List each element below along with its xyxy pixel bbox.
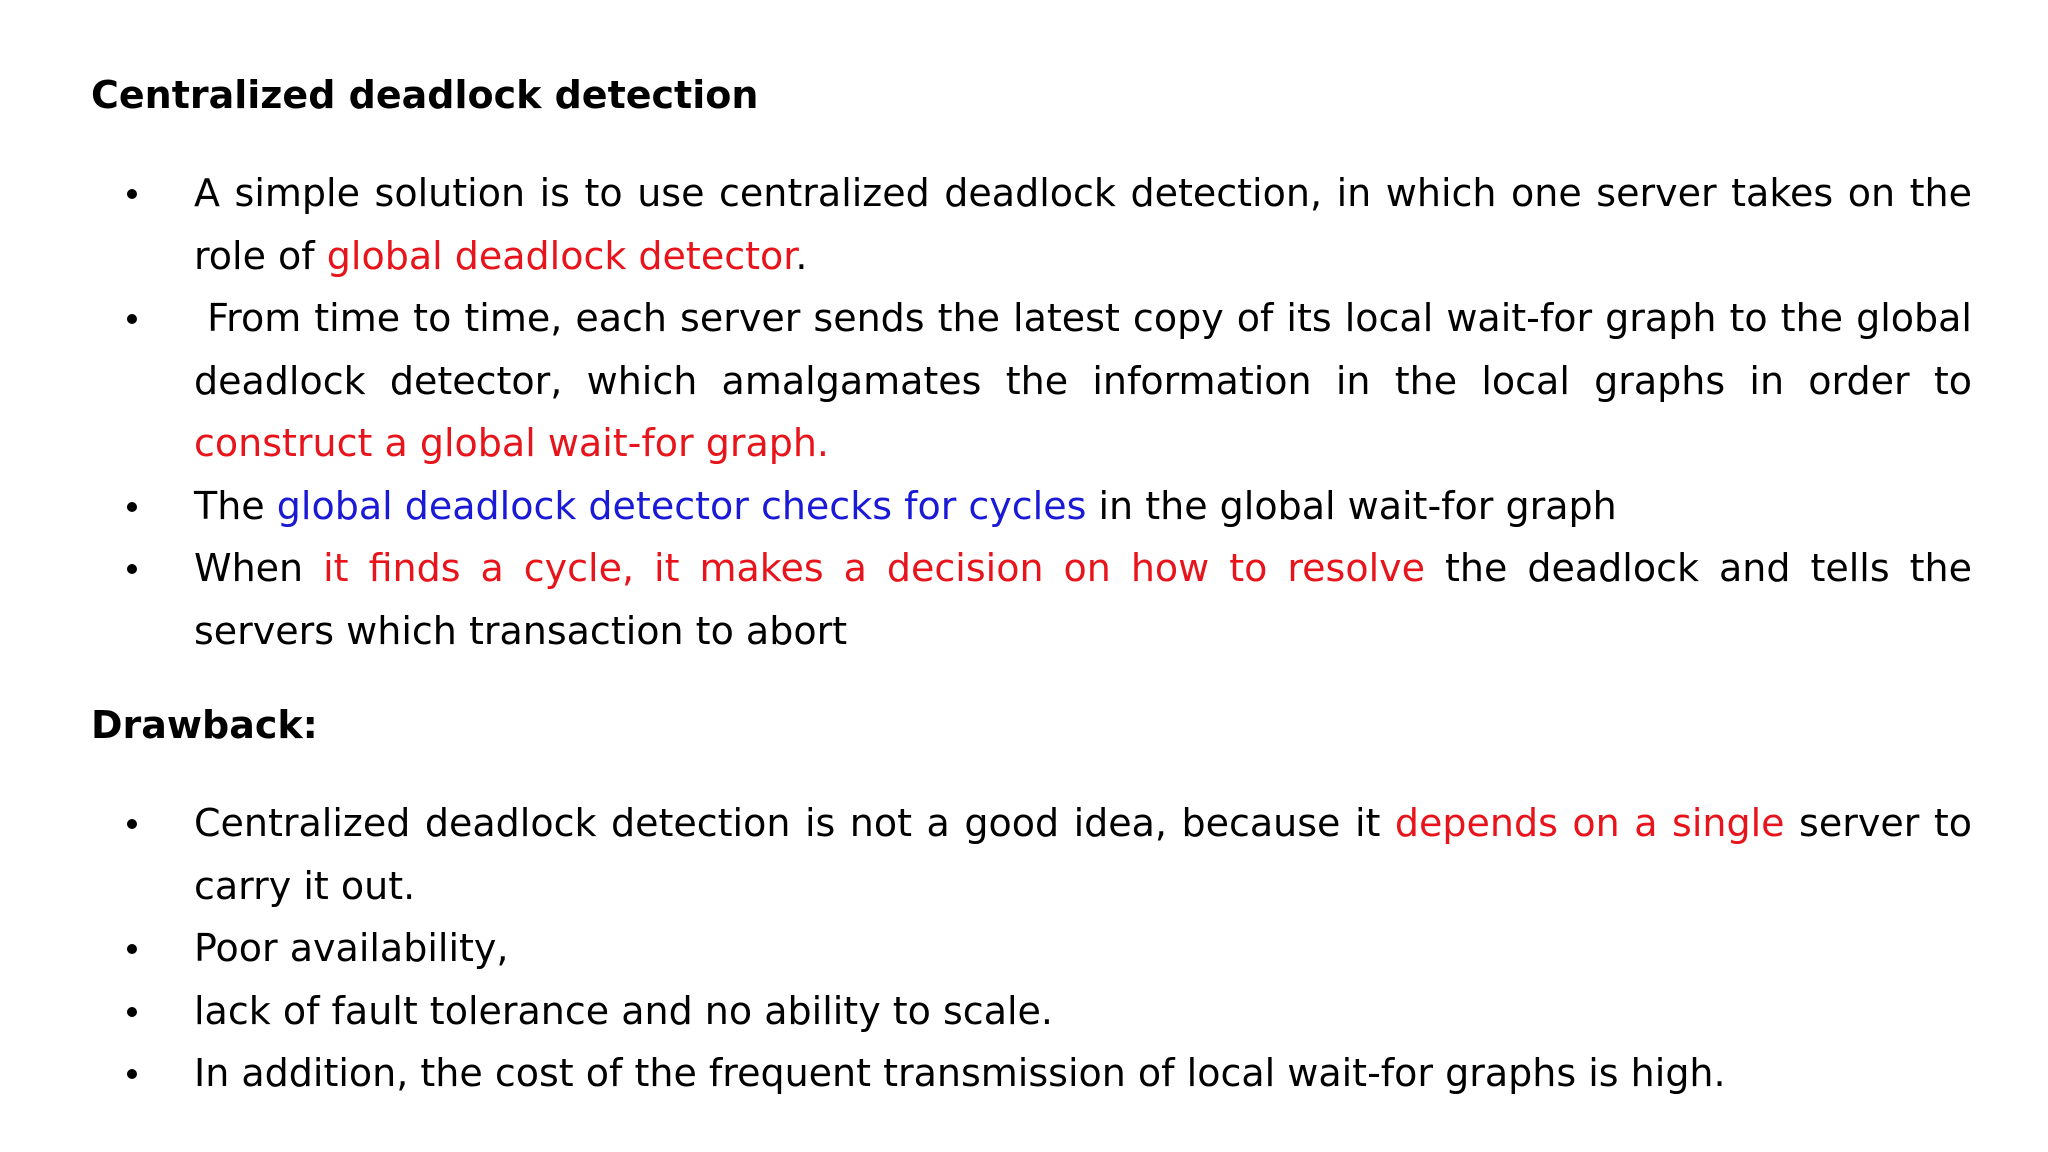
item-text: lack of fault tolerance and no ability to scale.	[194, 988, 1053, 1033]
section-heading-drawback: Drawback:	[91, 703, 318, 747]
list-item	[0, 475, 2048, 538]
highlight-blue: global deadlock detector checks for cycles	[276, 483, 1087, 528]
item-text: A simple solution is to use centralized deadlock detection, in which one server takes on the role of	[194, 171, 1972, 278]
list-item	[0, 287, 2048, 475]
item-text: The	[194, 483, 277, 528]
bullet-dot-icon	[127, 189, 137, 199]
bullet-dot-icon	[127, 1069, 137, 1079]
item-text: Centralized deadlock detection is not a good idea, because it	[194, 801, 1395, 845]
item-text: From time to time, each server sends the latest copy of its local wait-for graph to the global deadlock detector, which amalgamates the information in the local graphs in order to	[194, 296, 1985, 403]
bullet-list-drawback	[0, 792, 2048, 1105]
bullet-dot-icon	[127, 502, 137, 512]
list-item	[0, 162, 2048, 287]
item-text: .	[795, 233, 808, 278]
bullet-dot-icon	[127, 819, 137, 829]
section-heading-centralized: Centralized deadlock detection	[91, 73, 759, 117]
item-text: the deadlock and tells the servers which transaction to abort	[194, 546, 1985, 653]
list-item	[0, 980, 2048, 1043]
highlight-red: construct a global wait-for graph.	[194, 421, 830, 465]
item-text: Poor availability,	[194, 926, 509, 970]
highlight-red: depends on a single	[1394, 801, 1785, 845]
list-item	[0, 537, 2048, 662]
list-item	[0, 1042, 2048, 1105]
item-text: In addition, the cost of the frequent transmission of local wait-for graphs is high.	[194, 1051, 1726, 1095]
bullet-dot-icon	[127, 944, 137, 954]
bullet-list-centralized	[0, 162, 2048, 662]
item-text: server to carry it out.	[194, 801, 1985, 908]
bullet-dot-icon	[127, 1007, 137, 1017]
bullet-dot-icon	[127, 564, 137, 574]
list-item	[0, 792, 2048, 917]
item-text: in the global wait-for graph	[1086, 483, 1617, 528]
bullet-dot-icon	[127, 314, 137, 324]
list-item	[0, 917, 2048, 980]
highlight-red: it finds a cycle, it makes a decision on how to resolve	[323, 546, 1426, 590]
highlight-red: global deadlock detector	[326, 233, 796, 278]
item-text: When	[194, 546, 324, 590]
